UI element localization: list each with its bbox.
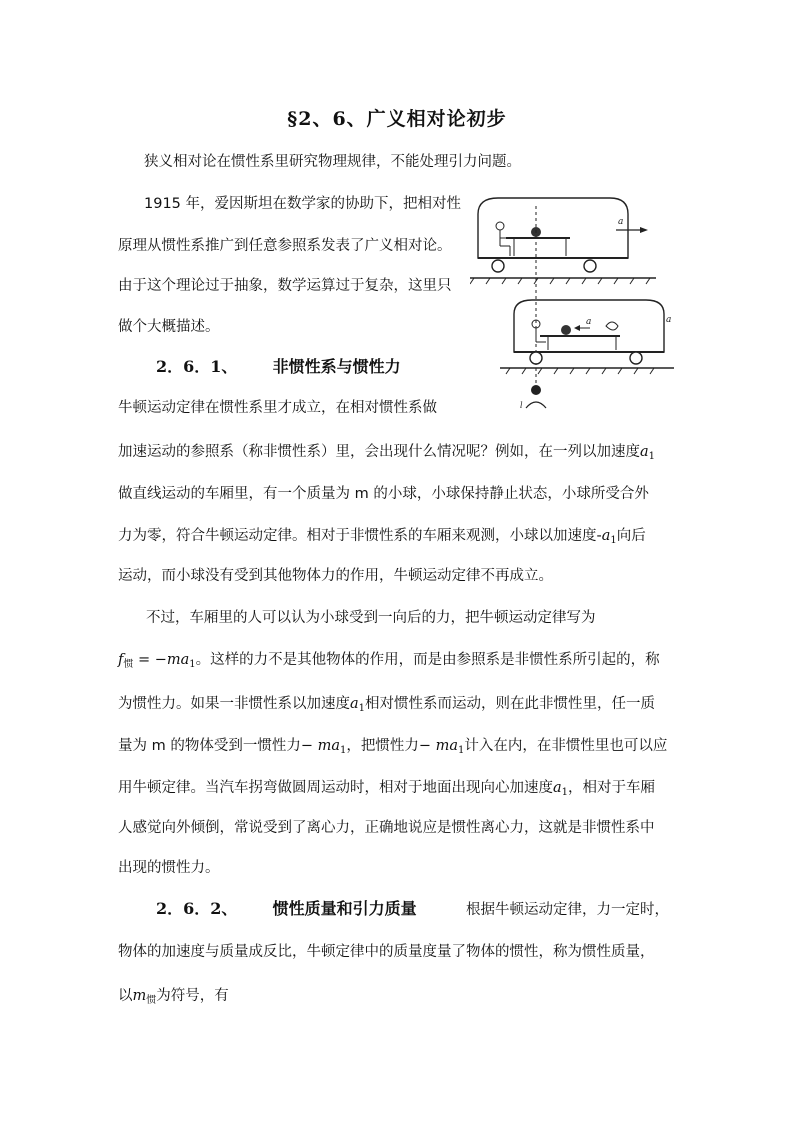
top-train-car	[470, 198, 656, 284]
p2-line2-text: 加速运动的参照系（称非惯性系）里，会出现什么情况呢？例如，在一列以加速度	[118, 444, 640, 460]
p1-line2: 原理从惯性系推广到任意参照系发表了广义相对论。	[118, 238, 452, 254]
inertial-mass-symbol: $m_惯$	[132, 988, 157, 1006]
inertial-force-formula: $f_惯 = -ma_1$	[118, 652, 196, 670]
accel-a1: $a_1$	[601, 528, 617, 546]
p2-line4-text-b: 向后	[616, 528, 646, 544]
p3-line3	[118, 694, 655, 719]
p3-line4	[118, 736, 667, 761]
p4-line2-text-a: 以	[118, 988, 133, 1004]
p4-line2-text-b: 为符号，有	[156, 988, 229, 1004]
p1-line3: 由于这个理论过于抽象，数学运算过于复杂，这里只	[118, 278, 452, 294]
observer-figure	[526, 385, 546, 408]
train-car-figure	[470, 186, 680, 416]
p3-line7: 出现的惯性力。	[118, 860, 220, 876]
section1-number: 2．6．1、	[156, 357, 238, 376]
section2-title: 惯性质量和引力质量	[272, 899, 417, 918]
figure-label-a1-right: a	[666, 315, 672, 325]
p3-line1: 不过，车厢里的人可以认为小球受到一向后的力，把牛顿运动定律写为	[146, 610, 596, 626]
accel-a1: $a_1$	[350, 696, 366, 714]
p3-line5-text-b: ，相对于车厢	[568, 780, 656, 796]
figure-label-l: l	[520, 401, 523, 410]
p1-line1: 1915 年，爱因斯坦在数学家的协助下，把相对性	[144, 196, 462, 212]
accel-a1: $a_1$	[640, 444, 656, 462]
section2-number: 2．6．2、	[156, 899, 238, 918]
section2-heading	[156, 898, 417, 920]
p3-line6: 人感觉向外倾倒，常说受到了离心力，正确地说应是惯性离心力，这就是非惯性系中	[118, 820, 655, 836]
p3-line3-text-b: 相对惯性系而运动，则在此非惯性里，任一质	[365, 696, 656, 712]
p2-line3: 做直线运动的车厢里，有一个质量为 m 的小球，小球保持静止状态，小球所受合外	[118, 486, 649, 502]
p3-line4-text-b: ，把惯性力	[346, 738, 419, 754]
page-title: §2、6、广义相对论初步	[287, 108, 507, 130]
accel-a1: $a_1$	[553, 780, 569, 798]
p2-line5: 运动，而小球没有受到其他物体力的作用，牛顿运动定律不再成立。	[118, 568, 553, 584]
figure-label-a1-mid: a	[586, 317, 592, 327]
p4-line1: 物体的加速度与质量成反比，牛顿定律中的质量度量了物体的惯性，称为惯性质量，	[118, 944, 655, 960]
p3-line2-text: 。这样的力不是其他物体的作用，而是由参照系是非惯性系所引起的，称	[195, 652, 660, 668]
p3-line5-text-a: 用牛顿定律。当汽车拐弯做圆周运动时，相对于地面出现向心加速度	[118, 780, 553, 796]
figure-label-a1-top: a	[618, 217, 624, 227]
p1-line4: 做个大概描述。	[118, 319, 220, 335]
intro-paragraph: 狭义相对论在惯性系里研究物理规律，不能处理引力问题。	[144, 154, 521, 170]
neg-ma1: − $ma_1$	[418, 738, 465, 756]
p4-line2	[118, 986, 229, 1011]
neg-ma1: − $ma_1$	[300, 738, 347, 756]
p3-line5	[118, 778, 655, 803]
section2-after-text: 根据牛顿运动定律，力一定时，	[466, 902, 669, 918]
p3-line4-text-c: 计入在内，在非惯性里也可以应	[464, 738, 668, 754]
section1-title: 非惯性系与惯性力	[272, 357, 401, 376]
section1-heading	[156, 356, 401, 378]
p2-line4	[118, 526, 646, 551]
p2-line2	[118, 442, 655, 467]
p3-line3-text-a: 为惯性力。如果一非惯性系以加速度	[118, 696, 350, 712]
p3-line4-text-a: 量为 m 的物体受到一惯性力	[118, 738, 301, 754]
bottom-train-car	[500, 300, 674, 374]
p3-line2	[118, 650, 660, 675]
p2-line4-text-a: 力为零，符合牛顿运动定律。相对于非惯性系的车厢来观测，小球以加速度-	[118, 528, 602, 544]
p2-line1: 牛顿运动定律在惯性系里才成立，在相对惯性系做	[118, 400, 437, 416]
